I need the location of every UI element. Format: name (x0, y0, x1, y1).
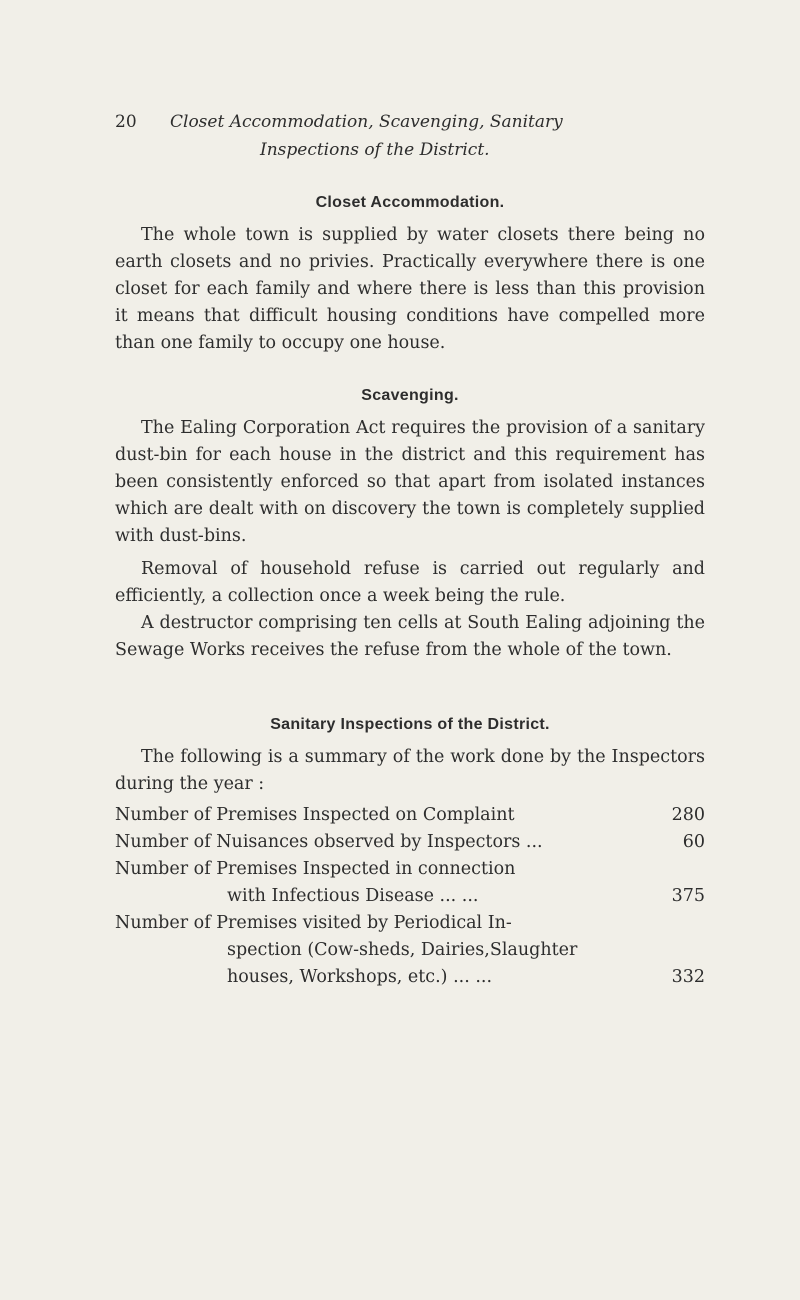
stat-label-continuation: spection (Cow-sheds, Dairies,Slaughter (227, 940, 578, 960)
stat-label-continuation: houses, Workshops, etc.) ... ... (227, 967, 493, 987)
scavenging-paragraph-3: A destructor comprising ten cells at South Ealing adjoining the Sewage Works receives the refuse from the whole of the town. (115, 613, 705, 660)
stat-label-text: Number of Premises Inspected in connection (115, 859, 516, 879)
stat-label (115, 856, 665, 910)
sanitary-heading: Sanitary Inspections of the District. (270, 716, 550, 733)
stat-label-text: Number of Premises Inspected on Complaint (115, 805, 515, 825)
closet-heading: Closet Accommodation. (315, 194, 505, 211)
stat-label-text: Number of Premises visited by Periodical In- (115, 913, 512, 933)
stat-label (115, 829, 665, 856)
stat-label-continuation: with Infectious Disease ... ... (227, 886, 479, 906)
page-number: 20 (115, 112, 137, 132)
scavenging-paragraph-1: The Ealing Corporation Act requires the provision of a sanitary dust-bin for each house in the district and this requirement has been consistently enforced so that apart from isolated instances which are dealt with on discovery the town is completely supplied with dust-bins. (115, 418, 705, 546)
closet-paragraph: The whole town is supplied by water closets there being no earth closets and no privies. Practically everywhere there is one closet for each family and where there is less than this provision it means that difficult housing conditions have compelled more than one family to occupy one house. (115, 225, 705, 353)
running-title (170, 108, 705, 164)
stat-value: 280 (671, 805, 705, 825)
stat-value: 60 (682, 832, 705, 852)
running-title-line2: Inspections of the District. (260, 140, 490, 160)
stat-row (115, 910, 705, 991)
document-page (115, 108, 705, 991)
stat-row (115, 829, 705, 856)
inspection-stats-table (115, 802, 705, 991)
stat-label (115, 910, 665, 991)
scavenging-heading: Scavenging. (361, 387, 459, 404)
stat-label-text: Number of Nuisances observed by Inspectors ... (115, 832, 543, 852)
stat-row (115, 802, 705, 829)
scavenging-paragraph-2: Removal of household refuse is carried out regularly and efficiently, a collection once a week being the rule. (115, 559, 705, 606)
stat-value: 375 (671, 886, 705, 906)
sanitary-intro: The following is a summary of the work done by the Inspectors during the year : (115, 747, 705, 794)
stat-row (115, 856, 705, 910)
stat-value: 332 (671, 967, 705, 987)
stat-label (115, 802, 665, 829)
running-title-line1: Closet Accommodation, Scavenging, Sanitary (170, 112, 563, 132)
page-header (115, 108, 705, 164)
